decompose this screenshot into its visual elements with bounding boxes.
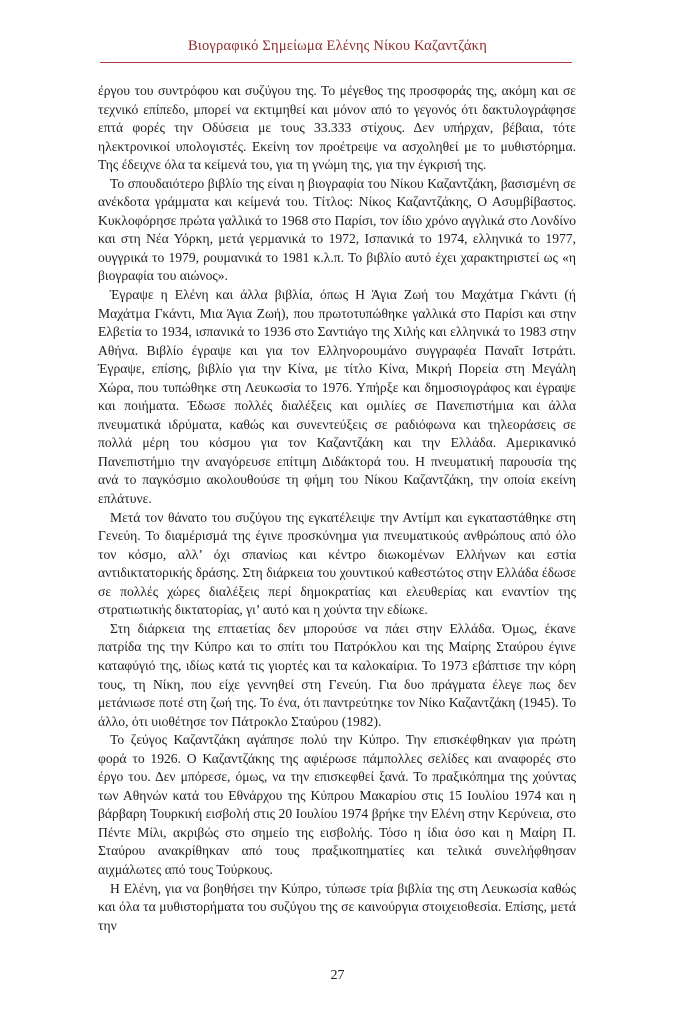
paragraph: Στη διάρκεια της επταετίας δεν μπορούσε να πάει στην Ελλάδα. Όμως, έκανε πατρίδα της την Κύπρο και το σπίτι του Πατρόκλου και της Μαίρης Σταύρου έγινε καταφύγιό της, ιδίως κατά τις γιορτές και τα καλοκαίρια. Το 1973 εβάπτισε την κόρη τους, τη Νίκη, που είχε γεννηθεί στη Γενεύη. Για δυο πράγματα έλεγε πως δεν μετάνιωσε ποτέ στη ζωή της. Το ένα, ότι παντρεύτηκε τον Νίκο Καζαντζάκη (1945). Το άλλο, ότι υιοθέτησε τον Πάτροκλο Σταύρου (1982). (98, 620, 576, 729)
paragraph: Η Ελένη, για να βοηθήσει την Κύπρο, τύπωσε τρία βιβλία της στη Λευκωσία καθώς και όλα τα μυθιστορήματα του συζύγου της σε καινούργια στοιχειοθεσία. Επίσης, μετά την (98, 880, 576, 933)
paragraph: Μετά τον θάνατο του συζύγου της εγκατέλειψε την Αντίμπ και εγκαταστάθηκε στη Γενεύη. Το διαμέρισμά της έγινε προσκύνημα για πνευματικούς ανθρώπους από όλο τον κόσμο, αλλ’ όχι σπανίως και κέντρο διωκομένων Ελλήνων και εστία αντιδικτατορικής δράσης. Στη διάρκεια του χουντικού καθεστώτος στην Ελλάδα έδωσε σε πολλές χώρες διαλέξεις περί δημοκρατίας και ελευθερίας και εναντίον της στρατιωτικής δικτατορίας, γι’ αυτό και η χούντα την εδίωκε. (98, 509, 576, 618)
paragraph: Το σπουδαιότερο βιβλίο της είναι η βιογραφία του Νίκου Καζαντζάκη, βασισμένη σε ανέκδοτα γράμματα και κείμενά του. Τίτλος: Νίκος Καζαντζάκης, Ο Ασυμβίβαστος. Κυκλοφόρησε πρώτα γαλλικά το 1968 στο Παρίσι, τον ίδιο χρόνο αγγλικά στο Λονδίνο και στη Νέα Υόρκη, μετά γερμανικά το 1972, Ισπανικά το 1974, ελληνικά το 1977, ουγγρικά το 1979, ρουμανικά το 1981 κ.λ.π. Το βιβλίο αυτό έχει χαρακτηριστεί ως «η βιογραφία του αιώνος». (98, 175, 576, 284)
paragraph: Το ζεύγος Καζαντζάκη αγάπησε πολύ την Κύπρο. Την επισκέφθηκαν για πρώτη φορά το 1926. Ο Καζαντζάκης της αφιέρωσε πάμπολλες σελίδες και αναφορές στο έργο του. Δεν μπόρεσε, όμως, να την επισκεφθεί ξανά. Το πραξικόπημα της χούντας των Αθηνών κατά του Εθνάρχου της Κύπρου Μακαρίου στις 15 Ιουλίου 1974 και η βάρβαρη Τουρκική εισβολή στις 20 Ιουλίου 1974 βρήκε την Ελένη στην Κερύνεια, στο Πέντε Μίλι, ακριβώς στο σημείο της εισβολής. Τόσο η ίδια όσο και η Μαίρη Π. Σταύρου ανακρίθηκαν από τους πραξικοπηματίες και τελικά συνελήφθησαν αιχμάλωτες από τους Τούρκους. (98, 732, 576, 877)
running-head: Βιογραφικό Σημείωμα Ελένης Νίκου Καζαντζάκη (188, 38, 487, 54)
header-rule (100, 62, 572, 63)
page-number: 27 (330, 968, 345, 983)
body-text (98, 82, 576, 935)
paragraph: έργου του συντρόφου και συζύγου της. Το μέγεθος της προσφοράς της, ακόμη και σε τεχνικό επίπεδο, μπορεί να εκτιμηθεί και μόνον από το γεγονός ότι δακτυλογράφησε επτά φορές την Οδύσεια με τους 33.333 στίχους. Δεν υπήρχαν, βέβαια, τότε ηλεκτρονικοί υπολογιστές. Εκείνη τον προέτρεψε να ασχοληθεί με το μυθιστόρημα. Της έδειχνε όλα τα κείμενά του, για τη γνώμη της, για την έγκρισή της. (98, 83, 576, 173)
paragraph: Έγραψε η Ελένη και άλλα βιβλία, όπως Η Άγια Ζωή του Μαχάτμα Γκάντι (ή Μαχάτμα Γκάντι, Μια Άγια Ζωή), που πρωτοτυπώθηκε γαλλικά στο Παρίσι και στην Ελβετία το 1934, ισπανικά το 1936 στο Σαντιάγο της Χιλής και ελληνικά το 1983 στην Αθήνα. Βιβλίο έγραψε και για τον Ελληνορουμάνο συγγραφέα Παναΐτ Ιστράτι. Έγραψε, επίσης, βιβλίο για την Κίνα, με τίτλο Κίνα, Μικρή Πορεία στη Μεγάλη Χώρα, που τυπώθηκε στη Λευκωσία το 1976. Υπήρξε και δημοσιογράφος και έγραψε και ποιήματα. Έδωσε πολλές διαλέξεις και ομιλίες σε Πανεπιστήμια και άλλα πνευματικά ιδρύματα, καθώς και συνεντεύξεις σε ραδιόφωνα και τηλεοράσεις σε πολλά μέρη του κόσμου για τον Καζαντζάκη και την Ελλάδα. Αμερικανικό Πανεπιστήμιο την αναγόρευσε επίτιμη Διδάκτορά του. Η πνευματική παρουσία της ανά το παγκόσμιο ακολουθούσε τη φήμη του Νίκου Καζαντζάκη, την οποία εκείνη επλάτυνε. (98, 287, 576, 507)
